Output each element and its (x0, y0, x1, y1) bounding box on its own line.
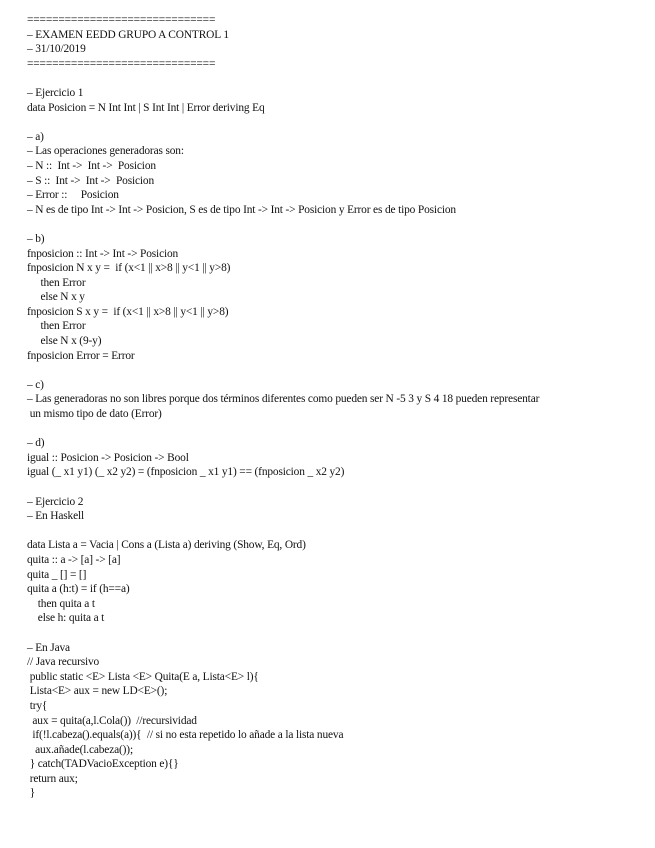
java-heading: – En Java (27, 641, 70, 654)
text-line: – S :: Int -> Int -> Posicion (27, 174, 155, 187)
code-line: try{ (27, 699, 48, 712)
blank-line (27, 115, 642, 130)
blank-line (27, 71, 642, 86)
code-line: quita a (h:t) = if (h==a) (27, 583, 130, 596)
blank-line (27, 217, 642, 232)
code-line: Lista<E> aux = new LD<E>(); (27, 685, 168, 698)
code-line: } catch(TADVacioException e){} (27, 758, 179, 771)
code-line: aux.añade(l.cabeza()); (27, 743, 133, 756)
code-line: quita _ [] = [] (27, 568, 87, 581)
code-line: aux = quita(a,l.Cola()) //recursividad (27, 714, 197, 727)
text-line: – Las generadoras no son libres porque dos términos diferentes como pueden ser N -5 3 y S 4 18 pueden representar (27, 393, 540, 406)
code-line: igual :: Posicion -> Posicion -> Bool (27, 451, 189, 464)
part-d-heading: – d) (27, 437, 45, 450)
code-line: return aux; (27, 772, 78, 785)
text-line: – Error :: Posicion (27, 189, 119, 202)
code-line: then quita a t (27, 597, 95, 610)
ejercicio1-heading: – Ejercicio 1 (27, 86, 84, 99)
code-line: then Error (27, 320, 86, 333)
header-rule-bottom: ============================== (27, 57, 216, 70)
code-line: quita :: a -> [a] -> [a] (27, 553, 121, 566)
part-c-heading: – c) (27, 378, 44, 391)
header-rule-top: ============================== (27, 14, 216, 26)
code-line: } (27, 787, 36, 800)
ejercicio2-section (27, 495, 642, 801)
code-line: data Lista a = Vacia | Cons a (Lista a) deriving (Show, Eq, Ord) (27, 539, 306, 552)
text-line: – N es de tipo Int -> Int -> Posicion, S es de tipo Int -> Int -> Posicion y Error es de tipo Posicion (27, 203, 456, 216)
blank-line (27, 626, 642, 641)
code-line: else h: quita a t (27, 612, 105, 625)
part-b-heading: – b) (27, 232, 45, 245)
text-line: – Las operaciones generadoras son: (27, 145, 184, 158)
exam-date: – 31/10/2019 (27, 43, 86, 56)
code-line: then Error (27, 276, 86, 289)
code-line: if(!l.cabeza().equals(a)){ // si no esta repetido lo añade a la lista nueva (27, 729, 344, 742)
header-block (27, 13, 642, 71)
code-line: else N x (9-y) (27, 335, 102, 348)
code-line: fnposicion N x y = if (x<1 || x>8 || y<1 || y>8) (27, 262, 231, 275)
document-page (27, 13, 642, 801)
code-line: // Java recursivo (27, 656, 100, 669)
text-line: un mismo tipo de dato (Error) (27, 408, 162, 421)
code-line: igual (_ x1 y1) (_ x2 y2) = (fnposicion _ x1 y1) == (fnposicion _ x2 y2) (27, 466, 345, 479)
code-line: else N x y (27, 291, 85, 304)
code-line: public static <E> Lista <E> Quita(E a, Lista<E> l){ (27, 670, 259, 683)
blank-line (27, 363, 642, 378)
blank-line (27, 422, 642, 437)
code-line: fnposicion Error = Error (27, 349, 135, 362)
haskell-heading: – En Haskell (27, 510, 85, 523)
code-line: data Posicion = N Int Int | S Int Int | Error deriving Eq (27, 101, 265, 114)
exam-title: – EXAMEN EEDD GRUPO A CONTROL 1 (27, 28, 229, 41)
code-line: fnposicion S x y = if (x<1 || x>8 || y<1 || y>8) (27, 305, 229, 318)
text-line: – N :: Int -> Int -> Posicion (27, 159, 156, 172)
blank-line (27, 480, 642, 495)
ejercicio1-section (27, 86, 642, 480)
code-line: fnposicion :: Int -> Int -> Posicion (27, 247, 179, 260)
ejercicio2-heading: – Ejercicio 2 (27, 495, 84, 508)
part-a-heading: – a) (27, 130, 44, 143)
blank-line (27, 524, 642, 539)
